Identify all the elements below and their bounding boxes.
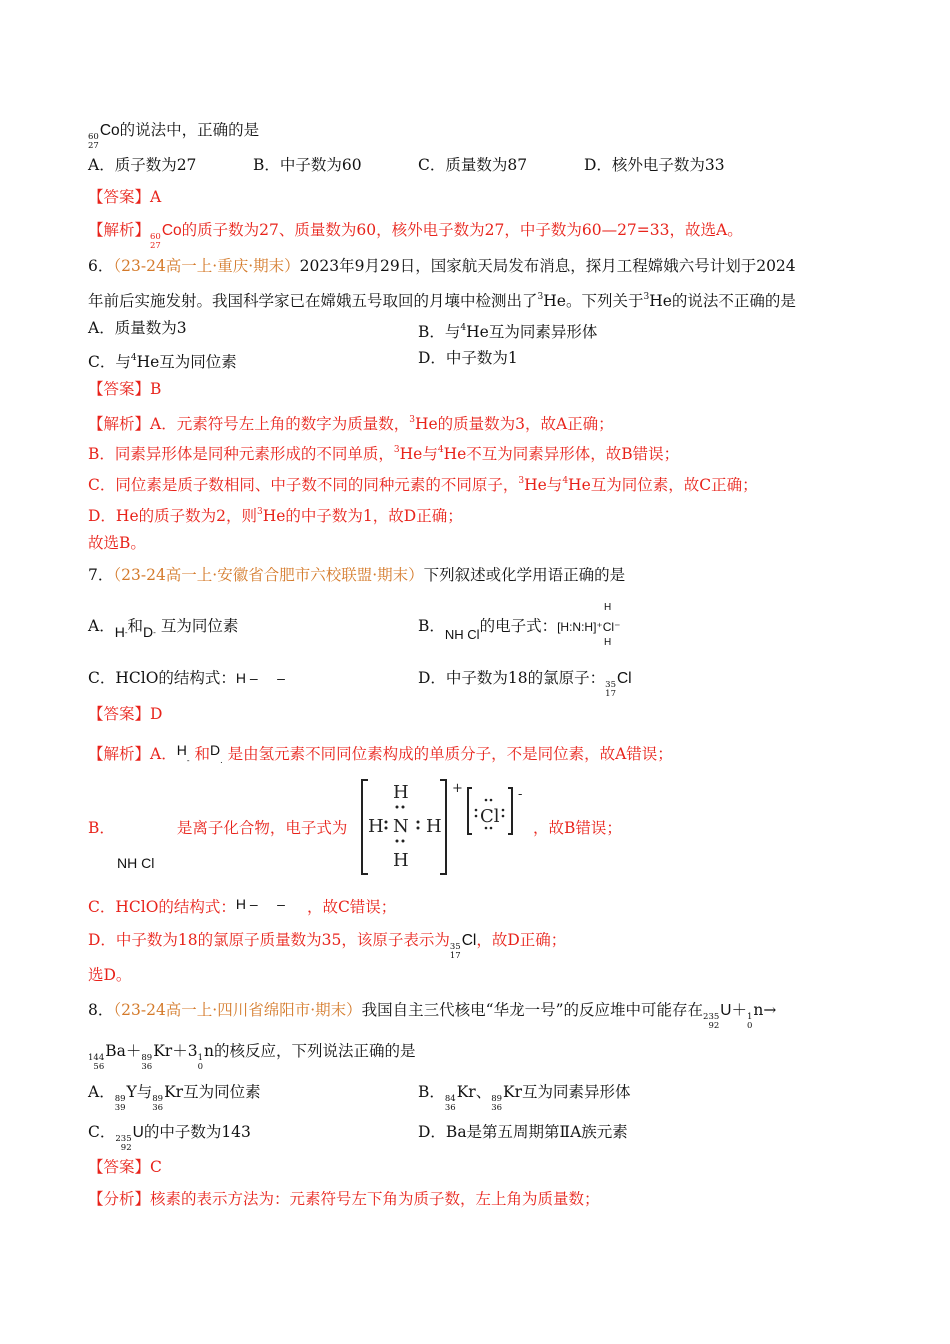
q8-answer: 【答案】C <box>88 1158 162 1176</box>
q7-option-a: A．$H_-$和$D_-$ 互为同位素 <box>88 617 239 640</box>
q7-analysis-nh4cl: NH Cl <box>117 855 155 871</box>
nh4cl-lewis-inline: [H:N:H]⁺Cl⁻ <box>557 620 621 634</box>
q6-analysis-3: C．同位素是质子数相同、中子数不同的同种元素的不同原子，$^3$He与$^4$He互为同位素，故C正确； <box>88 476 758 494</box>
q5-option-b: B．中子数为60 <box>253 156 362 174</box>
lewis-svg <box>360 778 535 878</box>
q6-analysis-2: B．同素异形体是同种元素形成的不同单质，$^3$He与$^4$He不互为同素异形体，故B错误； <box>88 445 680 463</box>
lewis-plus: + <box>452 781 463 796</box>
q6-option-b: B．与$^4$He互为同素异形体 <box>418 323 598 341</box>
q8-stem-line1: 8．（23-24高一上·四川省绵阳市·期末）我国自主三代核电“华龙一号”的反应堆中可能存在 235 92 U＋ 1 0 n→ <box>88 1001 777 1031</box>
q5-stem: 60 27 Co的说法中，正确的是 <box>88 121 260 151</box>
co-nuclide: 60 27 <box>88 132 99 151</box>
q8-analysis: 【分析】核素的表示方法为：元素符号左下角为质子数，左上角为质量数； <box>88 1190 600 1208</box>
q6-stem-line2: 年前后实施发射。我国科学家已在嫦娥五号取回的月壤中检测出了$^3$He。下列关于$^3$He的说法不正确的是 <box>88 292 796 310</box>
q8-option-c: C． 235 92 U的中子数为143 <box>88 1123 251 1153</box>
q7-analysis-3: C．HClO的结构式：H – – ，故C错误； <box>88 896 397 916</box>
q7-analysis-4: D．中子数为18的氯原子质量数为35，该原子表示为 35 17 Cl，故D正确； <box>88 931 567 961</box>
q6-option-a: A．质量数为3 <box>88 319 187 337</box>
q7-analysis-2-tail: ，故B错误； <box>533 819 622 837</box>
q6-option-c: C．与$^4$He互为同位素 <box>88 353 237 371</box>
q5-analysis: 【解析】 60 27 Co的质子数为27、质量数为60，核外电子数为27，中子数为60—27=33，故选A。 <box>88 221 743 251</box>
nh4cl-lewis-structure <box>360 778 660 878</box>
q7-answer: 【答案】D <box>88 705 163 723</box>
q8-option-d: D．Ba是第五周期第ⅡA族元素 <box>418 1123 628 1141</box>
lewis-h-bottom: H <box>393 850 409 871</box>
q5-option-c: C．质量数为87 <box>418 156 528 174</box>
q5-answer: 【答案】A <box>88 188 162 206</box>
q5-option-a: A．质子数为27 <box>88 156 197 174</box>
q7-option-c: C．HClO的结构式：H – – <box>88 669 285 687</box>
q7-analysis-5: 选D。 <box>88 966 132 984</box>
q6-stem-line1: 6．（23-24高一上·重庆·期末）2023年9月29日，国家航天局发布消息，探月工程嫦娥六号计划于2024 <box>88 257 796 275</box>
q8-option-b: B． 84 36 Kr、 89 36 Kr互为同素异形体 <box>418 1083 631 1113</box>
q7-stem: 7．（23-24高一上·安徽省合肥市六校联盟·期末）下列叙述或化学用语正确的是 <box>88 566 626 584</box>
right-bracket-anion <box>508 788 512 834</box>
lewis-inline-top-h: H <box>604 602 612 613</box>
q6-analysis-5: 故选B。 <box>88 534 146 552</box>
q8-option-a: A． 89 39 Y与 89 36 Kr互为同位素 <box>88 1083 261 1113</box>
q6-option-d: D．中子数为1 <box>418 349 518 367</box>
lewis-h-top: H <box>393 782 409 803</box>
q6-analysis-1: 【解析】A．元素符号左上角的数字为质量数，$^3$He的质量数为3，故A正确； <box>88 415 614 433</box>
lewis-cl: Cl <box>480 806 500 827</box>
lewis-h-left: H <box>368 816 384 837</box>
lewis-inline-bottom-h: H <box>604 637 612 648</box>
lewis-h-right: H <box>426 816 442 837</box>
left-bracket-anion <box>468 788 472 834</box>
q6-analysis-4: D．He的质子数为2，则$^3$He的中子数为1，故D正确； <box>88 507 463 525</box>
lewis-minus: - <box>518 787 523 802</box>
q7-option-d: D．中子数为18的氯原子： 35 17 Cl <box>418 669 632 699</box>
q6-answer: 【答案】B <box>88 380 162 398</box>
q7-analysis-1: 【解析】A．$H_-$ 和$D_.$ 是由氢元素不同同位素构成的单质分子，不是同位素，故A错误； <box>88 742 673 765</box>
q7-analysis-2: B． 是离子化合物，电子式为 <box>88 819 348 837</box>
q5-option-d: D．核外电子数为33 <box>584 156 725 174</box>
q8-stem-line2: 144 56 Ba＋ 89 36 Kr＋3 1 0 n的核反应，下列说法正确的是 <box>88 1042 416 1072</box>
lewis-n: N <box>393 816 409 837</box>
q7-option-b: B．$_{NH Cl}$的电子式：[H:N:H]⁺Cl⁻ <box>418 617 621 642</box>
